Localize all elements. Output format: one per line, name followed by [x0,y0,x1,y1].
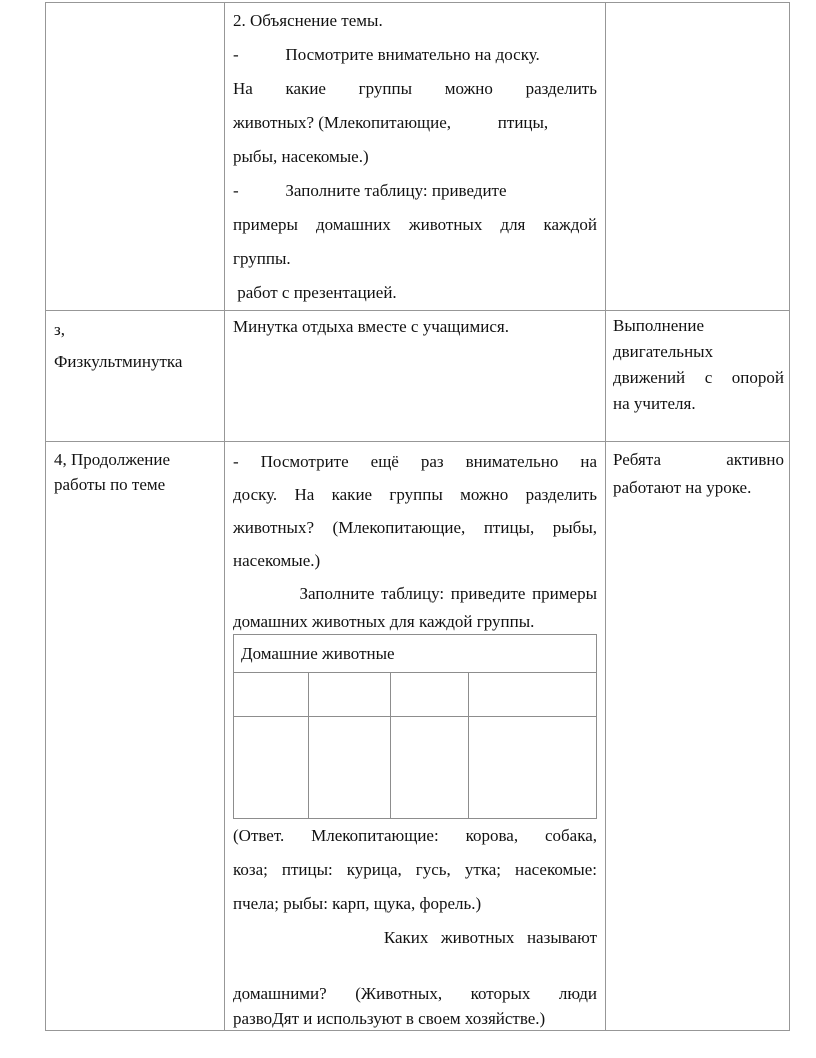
text-line: домашних животных для каждой группы. [233,612,535,631]
text-line: на учителя. [613,394,696,413]
stage-cell-empty [46,3,225,311]
text-line: доску. На какие группы можно разделить [233,485,597,504]
text-line: Минутка отдыха вместе с учащимися. [233,317,509,336]
text-line: насекомые.) [233,551,321,570]
text-line: Ребята активно [613,450,784,469]
text-line: работают на уроке. [613,478,752,497]
text-line: работы по теме [54,475,166,494]
text-line: домашними? (Животных, которых люди [233,984,597,1003]
text-line: 4, Продолжение [54,450,171,469]
text-line: На какие группы можно разделить [233,79,597,98]
text-line: пчела; рыбы: карп, щука, форель.) [233,894,482,913]
table-cell-empty [309,673,391,717]
stage-cell-fizkultminutka [46,311,225,442]
teacher-activity-cell-rest [225,311,606,442]
table-cell-empty [391,717,469,818]
blank-line [233,955,597,981]
text-line: Выполнение [613,316,705,335]
table-row [234,673,596,717]
text-line: (Ответ. Млекопитающие: корова, собака, [233,826,597,845]
text-line: группы. [233,249,291,268]
table-cell-empty [309,717,391,818]
teacher-activity-cell-continuation [225,442,606,1031]
text-line: Заполните таблицу: приведите примеры [233,584,597,603]
table-row [234,717,596,818]
student-activity-cell-movements [606,311,790,442]
text-line: развоДят и используют в своем хозяйстве.) [233,1009,546,1028]
text-line: работ с презентацией. [233,283,397,302]
text-line: з, [54,320,65,339]
teacher-activity-cell-explanation [225,3,606,311]
text-line: - Заполните таблицу: приведите [233,181,507,200]
table-cell-empty [234,673,309,717]
lesson-plan-table [45,2,790,1031]
text-line: рыбы, насекомые.) [233,147,369,166]
text-line: - Посмотрите ещё раз внимательно на [233,452,597,471]
text-line: Каких животных называют [233,928,597,947]
text-line: - Посмотрите внимательно на доску. [233,45,540,64]
text-line: 2. Объяснение темы. [233,11,383,30]
student-activity-cell-active-work [606,442,790,1031]
text-line: движений с опорой [613,368,784,387]
table-cell-empty [469,717,596,818]
table-cell-empty [234,717,309,818]
text-line: двигательных [613,342,714,361]
text-line: коза; птицы: курица, гусь, утка; насекомые: [233,860,597,879]
student-activity-cell-empty [606,3,790,311]
text-line: примеры домашних животных для каждой [233,215,597,234]
domestic-animals-table-header: Домашние животные [234,635,596,673]
text-line: Физкультминутка [54,352,183,371]
text-line: животных? (Млекопитающие, птицы, рыбы, [233,518,597,537]
domestic-animals-table [233,634,597,819]
text-line: животных? (Млекопитающие, птицы, [233,113,549,132]
stage-cell-continuation [46,442,225,1031]
table-cell-empty [391,673,469,717]
table-cell-empty [469,673,596,717]
